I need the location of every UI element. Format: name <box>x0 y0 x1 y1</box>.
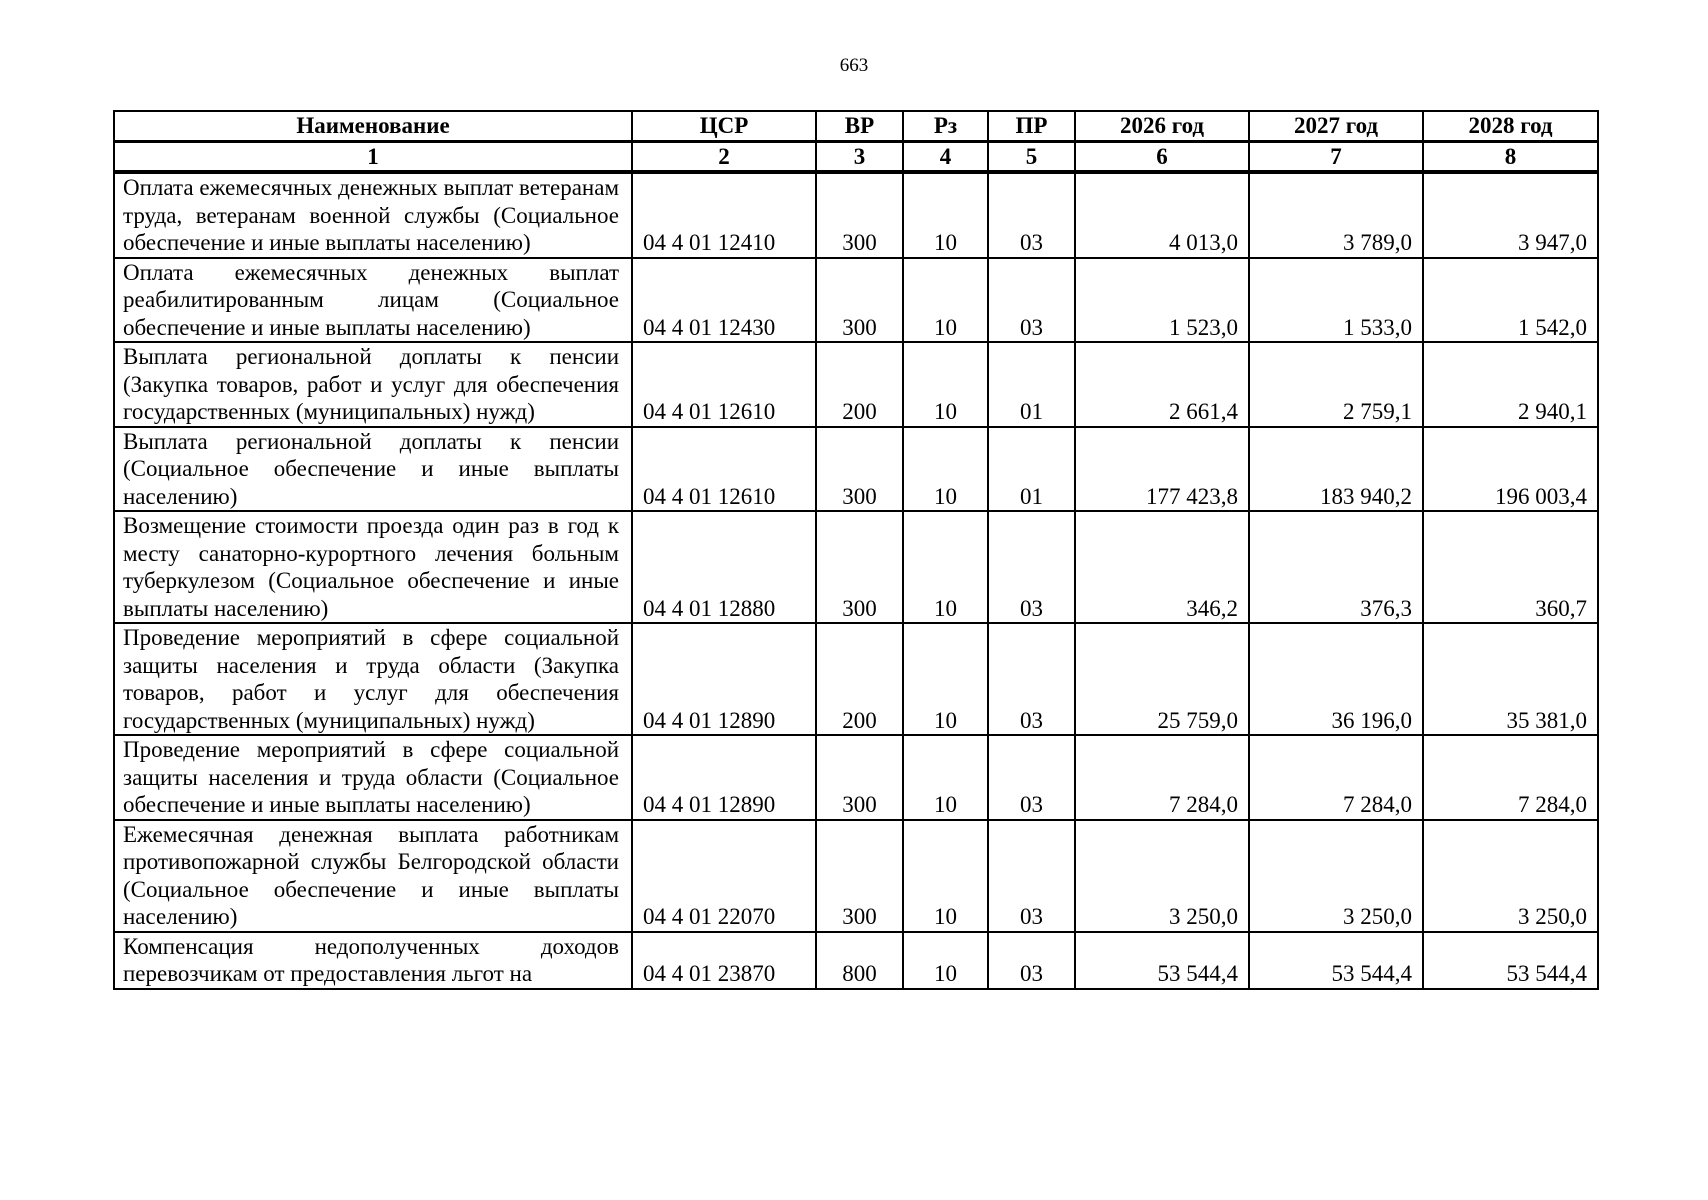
row-csr: 04 4 01 22070 <box>632 820 816 932</box>
header-2026: 2026 год <box>1075 111 1249 141</box>
row-rz: 10 <box>903 932 988 989</box>
row-vr: 300 <box>816 258 903 343</box>
column-number: 4 <box>903 141 988 172</box>
row-rz: 10 <box>903 511 988 623</box>
row-csr: 04 4 01 12890 <box>632 735 816 820</box>
row-2027: 3 789,0 <box>1249 172 1423 258</box>
header-vr: ВР <box>816 111 903 141</box>
column-number: 1 <box>114 141 632 172</box>
row-csr: 04 4 01 12890 <box>632 623 816 735</box>
table-row <box>114 735 1598 820</box>
row-2026: 346,2 <box>1075 511 1249 623</box>
column-number: 6 <box>1075 141 1249 172</box>
row-2026: 53 544,4 <box>1075 932 1249 989</box>
column-number-row <box>114 141 1598 172</box>
row-name: Выплата региональной доплаты к пенсии (Закупка товаров, работ и услуг для обеспечения государственных (муниципальных) нужд) <box>114 342 632 427</box>
row-csr: 04 4 01 12410 <box>632 172 816 258</box>
header-row <box>114 111 1598 141</box>
row-2027: 1 533,0 <box>1249 258 1423 343</box>
row-pr: 03 <box>988 172 1075 258</box>
row-2026: 2 661,4 <box>1075 342 1249 427</box>
row-2027: 2 759,1 <box>1249 342 1423 427</box>
row-rz: 10 <box>903 172 988 258</box>
row-2028: 35 381,0 <box>1423 623 1598 735</box>
row-rz: 10 <box>903 427 988 512</box>
row-2028: 2 940,1 <box>1423 342 1598 427</box>
row-name: Оплата ежемесячных денежных выплат реабилитированным лицам (Социальное обеспечение и иные выплаты населению) <box>114 258 632 343</box>
row-pr: 03 <box>988 932 1075 989</box>
row-rz: 10 <box>903 735 988 820</box>
budget-table <box>113 110 1599 990</box>
row-name: Оплата ежемесячных денежных выплат ветеранам труда, ветеранам военной службы (Социальное обеспечение и иные выплаты населению) <box>114 172 632 258</box>
column-number: 8 <box>1423 141 1598 172</box>
row-rz: 10 <box>903 623 988 735</box>
row-2026: 3 250,0 <box>1075 820 1249 932</box>
row-csr: 04 4 01 12610 <box>632 427 816 512</box>
row-csr: 04 4 01 12880 <box>632 511 816 623</box>
row-2027: 376,3 <box>1249 511 1423 623</box>
table-row <box>114 172 1598 258</box>
column-number: 5 <box>988 141 1075 172</box>
row-name: Выплата региональной доплаты к пенсии (Социальное обеспечение и иные выплаты населению) <box>114 427 632 512</box>
row-2028: 360,7 <box>1423 511 1598 623</box>
row-pr: 03 <box>988 511 1075 623</box>
row-vr: 300 <box>816 172 903 258</box>
row-vr: 200 <box>816 342 903 427</box>
row-2028: 7 284,0 <box>1423 735 1598 820</box>
row-2026: 177 423,8 <box>1075 427 1249 512</box>
row-name: Компенсация недополученных доходов перевозчикам от предоставления льгот на <box>114 932 632 989</box>
header-csr: ЦСР <box>632 111 816 141</box>
header-pr: ПР <box>988 111 1075 141</box>
table-row <box>114 623 1598 735</box>
row-vr: 300 <box>816 427 903 512</box>
row-2028: 196 003,4 <box>1423 427 1598 512</box>
row-vr: 300 <box>816 820 903 932</box>
row-name: Проведение мероприятий в сфере социальной защиты населения и труда области (Закупка товаров, работ и услуг для обеспечения государственных (муниципальных) нужд) <box>114 623 632 735</box>
row-rz: 10 <box>903 820 988 932</box>
table-row <box>114 820 1598 932</box>
row-name: Ежемесячная денежная выплата работникам противопожарной службы Белгородской области (Социальное обеспечение и иные выплаты населению) <box>114 820 632 932</box>
row-2028: 3 947,0 <box>1423 172 1598 258</box>
header-2027: 2027 год <box>1249 111 1423 141</box>
row-csr: 04 4 01 23870 <box>632 932 816 989</box>
header-name: Наименование <box>114 111 632 141</box>
row-2026: 1 523,0 <box>1075 258 1249 343</box>
column-number: 2 <box>632 141 816 172</box>
row-pr: 03 <box>988 820 1075 932</box>
row-rz: 10 <box>903 258 988 343</box>
row-vr: 200 <box>816 623 903 735</box>
row-pr: 03 <box>988 735 1075 820</box>
row-pr: 03 <box>988 623 1075 735</box>
row-2027: 183 940,2 <box>1249 427 1423 512</box>
page-number: 663 <box>839 55 869 76</box>
row-2028: 3 250,0 <box>1423 820 1598 932</box>
row-2026: 4 013,0 <box>1075 172 1249 258</box>
table-row <box>114 258 1598 343</box>
row-2027: 36 196,0 <box>1249 623 1423 735</box>
row-rz: 10 <box>903 342 988 427</box>
row-csr: 04 4 01 12610 <box>632 342 816 427</box>
header-2028: 2028 год <box>1423 111 1598 141</box>
row-pr: 03 <box>988 258 1075 343</box>
table-row <box>114 932 1598 989</box>
row-name: Проведение мероприятий в сфере социальной защиты населения и труда области (Социальное обеспечение и иные выплаты населению) <box>114 735 632 820</box>
row-2028: 1 542,0 <box>1423 258 1598 343</box>
header-rz: Рз <box>903 111 988 141</box>
row-vr: 300 <box>816 511 903 623</box>
column-number: 3 <box>816 141 903 172</box>
row-pr: 01 <box>988 342 1075 427</box>
row-vr: 800 <box>816 932 903 989</box>
column-number: 7 <box>1249 141 1423 172</box>
row-2028: 53 544,4 <box>1423 932 1598 989</box>
row-2027: 53 544,4 <box>1249 932 1423 989</box>
table-row <box>114 511 1598 623</box>
row-2026: 25 759,0 <box>1075 623 1249 735</box>
table-row <box>114 427 1598 512</box>
table-row <box>114 342 1598 427</box>
row-2026: 7 284,0 <box>1075 735 1249 820</box>
row-2027: 7 284,0 <box>1249 735 1423 820</box>
row-name: Возмещение стоимости проезда один раз в год к месту санаторно-курортного лечения больным туберкулезом (Социальное обеспечение и иные выплаты населению) <box>114 511 632 623</box>
row-vr: 300 <box>816 735 903 820</box>
row-pr: 01 <box>988 427 1075 512</box>
row-2027: 3 250,0 <box>1249 820 1423 932</box>
row-csr: 04 4 01 12430 <box>632 258 816 343</box>
